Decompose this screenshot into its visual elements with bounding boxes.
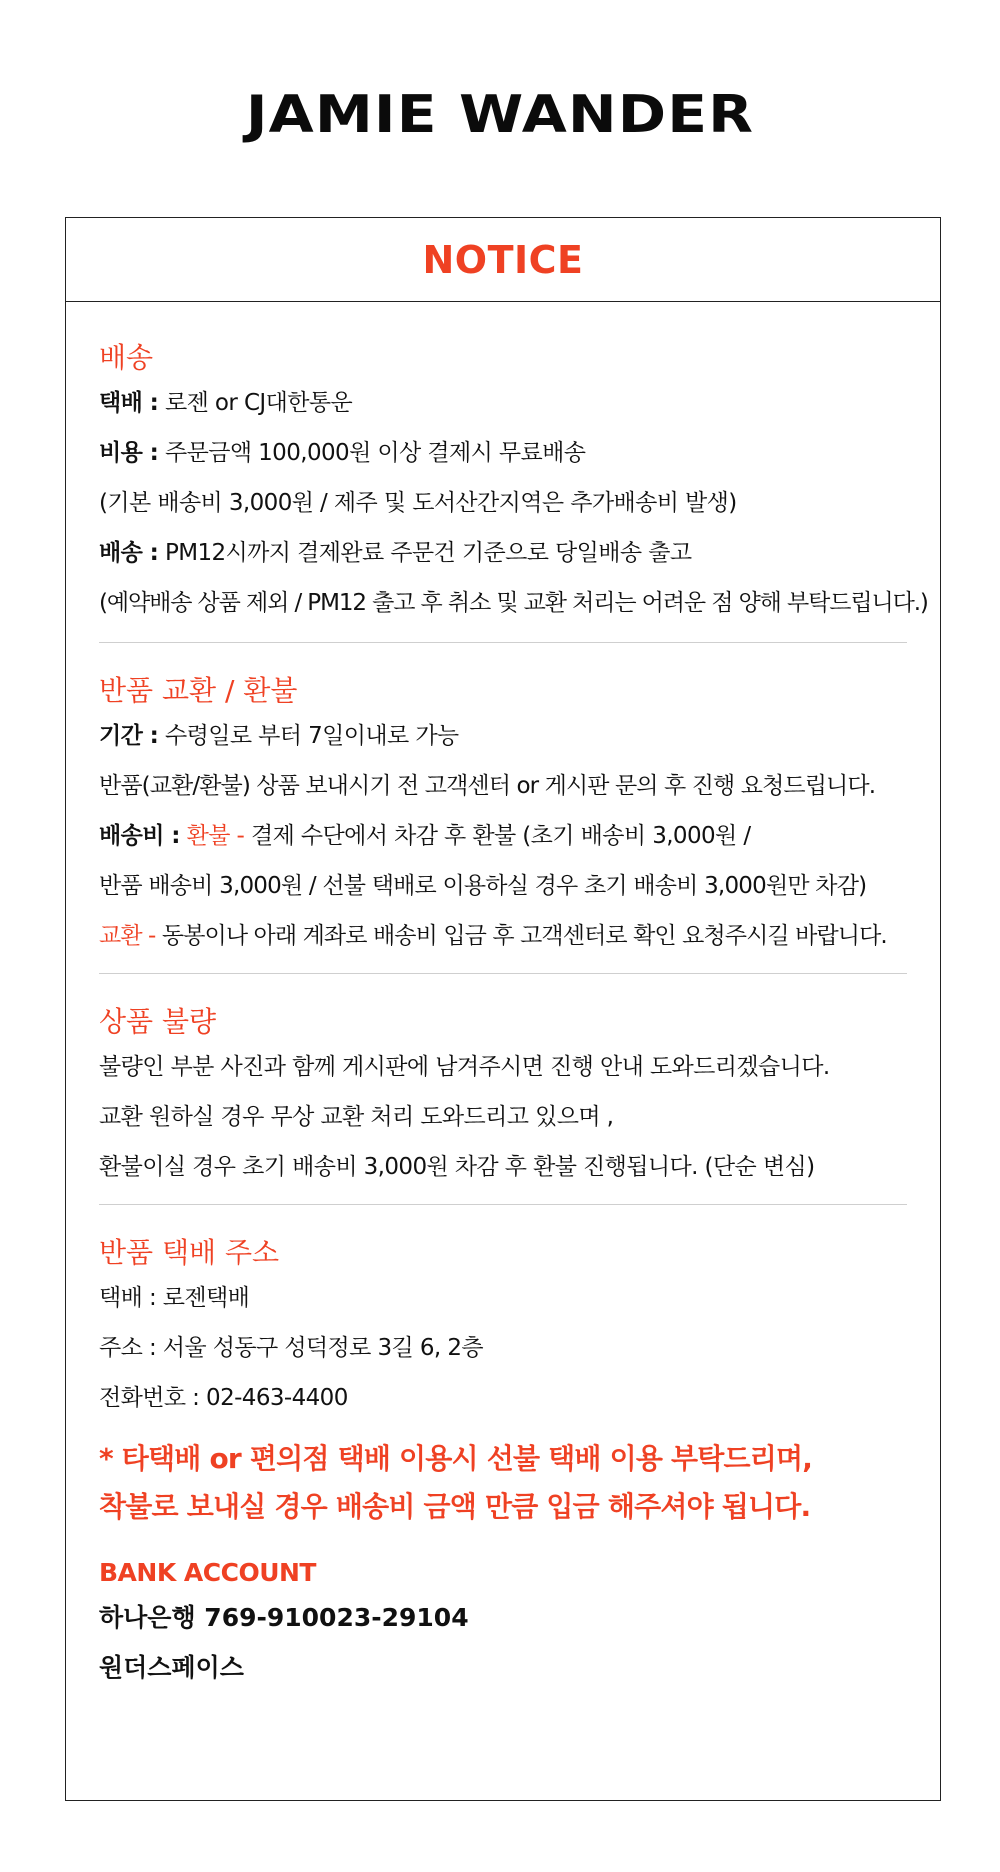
returns-process-note: 반품(교환/환불) 상품 보내시기 전 고객센터 or 게시판 문의 후 진행 요청드립니다.: [99, 773, 876, 799]
shipping-cost-note: (기본 배송비 3,000원 / 제주 및 도서산간지역은 추가배송비 발생): [99, 490, 737, 516]
defect-section: [99, 974, 907, 1205]
returns-exchange-line: [99, 911, 907, 961]
cost-label: 비용 :: [99, 440, 159, 466]
courier-label: 택배 :: [99, 390, 159, 416]
refund-value: 결제 수단에서 차감 후 환불 (초기 배송비 3,000원 /: [250, 823, 751, 849]
shipping-delivery-note: (예약배송 상품 제외 / PM12 출고 후 취소 및 교환 처리는 어려운 점 양해 부탁드립니다.): [99, 590, 928, 616]
return-address-title: 반품 택배 주소: [99, 1236, 280, 1269]
shipping-cost-line: [99, 428, 907, 478]
returns-title: 반품 교환 / 환불: [99, 674, 298, 707]
returns-refund-note: 반품 배송비 3,000원 / 선불 택배로 이용하실 경우 초기 배송비 3,000원만 차감): [99, 873, 867, 899]
return-courier-line: 택배 : 로젠택배: [99, 1285, 250, 1311]
bank-account-title: BANK ACCOUNT: [99, 1558, 316, 1587]
defect-line: 교환 원하실 경우 무상 교환 처리 도와드리고 있으며 ,: [99, 1104, 614, 1130]
courier-value: 로젠 or CJ대한통운: [164, 390, 353, 416]
return-address-line: 주소 : 서울 성동구 성덕정로 3길 6, 2층: [99, 1335, 483, 1361]
returns-fee-line: [99, 811, 907, 861]
delivery-value: PM12시까지 결제완료 주문건 기준으로 당일배송 출고: [164, 540, 692, 566]
return-address-section: [99, 1205, 907, 1693]
returns-section: [99, 643, 907, 974]
fee-label: 배송비 :: [99, 823, 180, 849]
returns-period-line: [99, 711, 907, 761]
return-warning-line: 착불로 보내실 경우 배송비 금액 만큼 입금 해주셔야 됩니다.: [99, 1490, 811, 1523]
cost-value: 주문금액 100,000원 이상 결제시 무료배송: [164, 440, 586, 466]
defect-line: 환불이실 경우 초기 배송비 3,000원 차감 후 환불 진행됩니다. (단순 변심): [99, 1154, 815, 1180]
delivery-label: 배송 :: [99, 540, 159, 566]
notice-box: [65, 217, 941, 1801]
shipping-section: [99, 302, 928, 643]
notice-title: NOTICE: [422, 237, 584, 282]
notice-header: [66, 218, 940, 302]
return-phone-line: 전화번호 : 02-463-4400: [99, 1385, 348, 1411]
notice-content: [66, 302, 940, 1693]
bank-account-holder: 원더스페이스: [99, 1653, 244, 1682]
period-value: 수령일로 부터 7일이내로 가능: [164, 723, 459, 749]
bank-account-number: 하나은행 769-910023-29104: [99, 1603, 469, 1632]
exchange-value: 동봉이나 아래 계좌로 배송비 입금 후 고객센터로 확인 요청주시길 바랍니다.: [161, 923, 887, 949]
shipping-delivery-line: [99, 528, 907, 578]
exchange-label: 교환 -: [99, 923, 156, 949]
refund-label: 환불 -: [186, 823, 245, 849]
shipping-title: 배송: [99, 341, 154, 374]
defect-title: 상품 불량: [99, 1005, 217, 1038]
brand-logo: JAMIE WANDER: [245, 85, 755, 145]
return-warning-line: * 타택배 or 편의점 택배 이용시 선불 택배 이용 부탁드리며,: [99, 1442, 813, 1475]
period-label: 기간 :: [99, 723, 159, 749]
defect-line: 불량인 부분 사진과 함께 게시판에 남겨주시면 진행 안내 도와드리겠습니다.: [99, 1054, 830, 1080]
shipping-courier-line: [99, 378, 907, 428]
